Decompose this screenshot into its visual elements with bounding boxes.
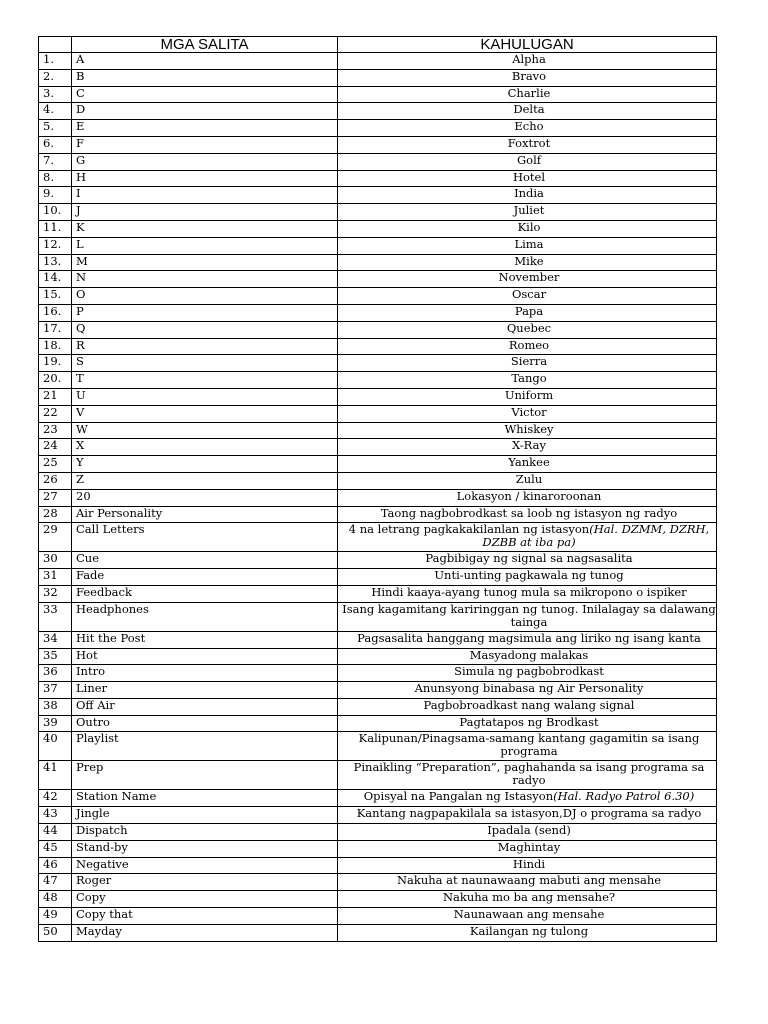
glossary-table (38, 36, 717, 942)
table-row (39, 761, 717, 790)
table-row (39, 338, 717, 355)
table-row (39, 631, 717, 648)
meaning-text: Kailangan ng tulong (469, 924, 589, 938)
row-word: B (72, 69, 338, 86)
meaning-text: Pagsasalita hanggang magsimula ang liriko ng isang kanta (357, 631, 701, 645)
row-word: F (72, 136, 338, 153)
row-number: 4. (39, 103, 72, 120)
row-number: 22 (39, 405, 72, 422)
row-number: 48 (39, 891, 72, 908)
meaning-text: Masyadong malakas (469, 648, 589, 662)
row-number: 5. (39, 120, 72, 137)
meaning-text: India (514, 186, 544, 201)
header-meaning: KAHULUGAN (338, 37, 717, 53)
row-word: D (72, 103, 338, 120)
row-word: V (72, 405, 338, 422)
row-number: 14. (39, 271, 72, 288)
meaning-text: Romeo (508, 338, 550, 352)
row-number: 41 (39, 761, 72, 790)
row-meaning (338, 891, 717, 908)
row-word: Stand-by (72, 840, 338, 857)
table-row (39, 304, 717, 321)
row-meaning (338, 439, 717, 456)
row-number: 11. (39, 220, 72, 237)
meaning-text: Pagbibigay ng signal sa nagsasalita (425, 551, 633, 566)
meaning-example: (Hal. DZMM, DZRH, DZBB at iba pa) (482, 522, 710, 550)
row-meaning (338, 665, 717, 682)
row-number: 43 (39, 807, 72, 824)
table-row (39, 355, 717, 372)
table-row (39, 648, 717, 665)
table-row (39, 874, 717, 891)
meaning-text: Lokasyon / kinaroroonan (456, 489, 602, 503)
row-meaning (338, 321, 717, 338)
row-word: Z (72, 472, 338, 489)
meaning-text: Opisyal na Pangalan ng Istasyon (363, 789, 554, 804)
row-meaning (338, 924, 717, 941)
row-meaning (338, 170, 717, 187)
row-meaning (338, 288, 717, 305)
meaning-text: Kilo (517, 220, 541, 234)
meaning-text: Charlie (507, 86, 551, 100)
meaning-text: November (498, 270, 560, 285)
row-word: G (72, 153, 338, 170)
row-word: Off Air (72, 698, 338, 715)
row-meaning (338, 355, 717, 372)
meaning-text: Victor (511, 405, 547, 419)
table-row (39, 857, 717, 874)
row-word: Hot (72, 648, 338, 665)
row-meaning (338, 602, 717, 631)
row-meaning (338, 372, 717, 389)
meaning-text: X-Ray (512, 438, 546, 453)
row-meaning (338, 682, 717, 699)
row-number: 35 (39, 648, 72, 665)
row-number: 40 (39, 732, 72, 761)
row-meaning (338, 472, 717, 489)
table-row (39, 790, 717, 807)
row-number: 23 (39, 422, 72, 439)
row-number: 20. (39, 372, 72, 389)
row-number: 50 (39, 924, 72, 941)
row-number: 3. (39, 86, 72, 103)
row-number: 7. (39, 153, 72, 170)
meaning-text: Yankee (508, 455, 550, 470)
meaning-text: Quebec (506, 321, 552, 335)
row-number: 42 (39, 790, 72, 807)
row-meaning (338, 388, 717, 405)
meaning-text: Echo (514, 119, 544, 134)
row-meaning (338, 506, 717, 523)
row-number: 39 (39, 715, 72, 732)
row-meaning (338, 631, 717, 648)
table-row (39, 924, 717, 941)
row-meaning (338, 715, 717, 732)
row-meaning (338, 422, 717, 439)
row-number: 19. (39, 355, 72, 372)
table-row (39, 321, 717, 338)
row-number: 10. (39, 204, 72, 221)
row-word: Roger (72, 874, 338, 891)
table-row (39, 552, 717, 569)
row-number: 44 (39, 824, 72, 841)
row-number: 17. (39, 321, 72, 338)
row-number: 21 (39, 388, 72, 405)
table-row (39, 698, 717, 715)
meaning-text: Uniform (504, 388, 554, 402)
meaning-example: (Hal. Radyo Patrol 6.30) (553, 789, 695, 804)
row-meaning (338, 807, 717, 824)
row-meaning (338, 405, 717, 422)
row-word: A (72, 53, 338, 70)
meaning-text: Papa (514, 304, 544, 318)
meaning-text: Golf (516, 153, 542, 167)
table-row (39, 136, 717, 153)
meaning-text: Sierra (510, 354, 548, 369)
row-number: 34 (39, 631, 72, 648)
table-row (39, 103, 717, 120)
meaning-text: Nakuha mo ba ang mensahe? (442, 890, 616, 905)
row-number: 46 (39, 857, 72, 874)
row-word: M (72, 254, 338, 271)
row-number: 6. (39, 136, 72, 153)
row-meaning (338, 237, 717, 254)
table-row (39, 372, 717, 389)
row-number: 27 (39, 489, 72, 506)
row-word: Negative (72, 857, 338, 874)
table-row (39, 732, 717, 761)
row-word: L (72, 237, 338, 254)
meaning-text: Maghintay (497, 840, 561, 854)
row-word: Copy that (72, 908, 338, 925)
row-word: O (72, 288, 338, 305)
row-word: Liner (72, 682, 338, 699)
row-number: 28 (39, 506, 72, 523)
row-number: 26 (39, 472, 72, 489)
row-meaning (338, 456, 717, 473)
row-word: Q (72, 321, 338, 338)
row-meaning (338, 271, 717, 288)
table-row (39, 237, 717, 254)
row-number: 13. (39, 254, 72, 271)
meaning-text: Kalipunan/Pinagsama-samang kantang gagamitin sa isang programa (358, 731, 700, 759)
row-number: 37 (39, 682, 72, 699)
row-word: R (72, 338, 338, 355)
table-row (39, 824, 717, 841)
row-meaning (338, 136, 717, 153)
row-word: Feedback (72, 585, 338, 602)
row-number: 29 (39, 523, 72, 552)
row-word: Mayday (72, 924, 338, 941)
row-number: 9. (39, 187, 72, 204)
row-meaning (338, 103, 717, 120)
row-meaning (338, 761, 717, 790)
meaning-text: Tango (511, 371, 547, 386)
meaning-text: Delta (513, 102, 545, 117)
row-word: Hit the Post (72, 631, 338, 648)
header-number (39, 37, 72, 53)
row-meaning (338, 120, 717, 137)
table-row (39, 472, 717, 489)
row-meaning (338, 153, 717, 170)
row-number: 12. (39, 237, 72, 254)
row-number: 2. (39, 69, 72, 86)
row-meaning (338, 585, 717, 602)
row-number: 1. (39, 53, 72, 70)
table-row (39, 665, 717, 682)
row-meaning (338, 698, 717, 715)
row-number: 49 (39, 908, 72, 925)
meaning-text: Alpha (512, 52, 546, 66)
row-word: C (72, 86, 338, 103)
row-word: Dispatch (72, 824, 338, 841)
meaning-text: Whiskey (504, 422, 554, 436)
row-meaning (338, 86, 717, 103)
row-word: S (72, 355, 338, 372)
row-number: 32 (39, 585, 72, 602)
meaning-text: Hindi kaaya-ayang tunog mula sa mikropono o ispiker (371, 585, 687, 599)
table-row (39, 456, 717, 473)
row-meaning (338, 523, 717, 552)
table-row (39, 86, 717, 103)
table-row (39, 489, 717, 506)
meaning-text: Lima (514, 237, 544, 251)
table-row (39, 288, 717, 305)
row-word: Headphones (72, 602, 338, 631)
row-number: 15. (39, 288, 72, 305)
row-meaning (338, 874, 717, 891)
row-word: E (72, 120, 338, 137)
row-word: Call Letters (72, 523, 338, 552)
table-row (39, 405, 717, 422)
meaning-text: Oscar (511, 287, 547, 302)
meaning-text: Hotel (512, 170, 546, 184)
table-row (39, 840, 717, 857)
row-number: 31 (39, 569, 72, 586)
row-word: 20 (72, 489, 338, 506)
row-word: Playlist (72, 732, 338, 761)
meaning-text: Kantang nagpapakilala sa istasyon,DJ o programa sa radyo (356, 806, 702, 821)
row-word: K (72, 220, 338, 237)
row-meaning (338, 338, 717, 355)
meaning-text: Zulu (515, 472, 543, 486)
table-row (39, 682, 717, 699)
meaning-text: Pagtatapos ng Brodkast (459, 715, 599, 729)
meaning-text: Anunsyong binabasa ng Air Personality (414, 681, 644, 696)
meaning-text: 4 na letrang pagkakakilanlan ng istasyon (348, 522, 590, 537)
row-word: Y (72, 456, 338, 473)
row-number: 47 (39, 874, 72, 891)
row-word: Air Personality (72, 506, 338, 523)
row-number: 45 (39, 840, 72, 857)
meaning-text: Mike (514, 254, 544, 268)
meaning-text: Nakuha at naunawaang mabuti ang mensahe (396, 873, 662, 888)
row-word: Intro (72, 665, 338, 682)
row-meaning (338, 304, 717, 321)
row-number: 24 (39, 439, 72, 456)
row-word: P (72, 304, 338, 321)
table-row (39, 69, 717, 86)
table-row (39, 715, 717, 732)
table-row (39, 585, 717, 602)
row-meaning (338, 69, 717, 86)
row-word: Station Name (72, 790, 338, 807)
row-number: 18. (39, 338, 72, 355)
row-word: Fade (72, 569, 338, 586)
meaning-text: Isang kagamitang kariringgan ng tunog. Inilalagay sa dalawang tainga (342, 602, 716, 629)
row-meaning (338, 204, 717, 221)
row-meaning (338, 552, 717, 569)
row-meaning (338, 53, 717, 70)
table-row (39, 53, 717, 70)
row-word: U (72, 388, 338, 405)
row-word: I (72, 187, 338, 204)
row-word: Cue (72, 552, 338, 569)
table-row (39, 388, 717, 405)
row-word: Outro (72, 715, 338, 732)
meaning-text: Unti-unting pagkawala ng tunog (434, 568, 624, 583)
row-word: Jingle (72, 807, 338, 824)
row-word: Prep (72, 761, 338, 790)
table-row (39, 422, 717, 439)
row-meaning (338, 824, 717, 841)
table-row (39, 506, 717, 523)
table-row (39, 170, 717, 187)
table-row (39, 153, 717, 170)
row-meaning (338, 254, 717, 271)
meaning-text: Foxtrot (507, 136, 551, 150)
header-word: MGA SALITA (72, 37, 338, 53)
row-word: H (72, 170, 338, 187)
meaning-text: Taong nagbobrodkast sa loob ng istasyon ng radyo (380, 506, 678, 520)
row-meaning (338, 569, 717, 586)
meaning-text: Naunawaan ang mensahe (453, 907, 605, 922)
row-number: 25 (39, 456, 72, 473)
table-row (39, 439, 717, 456)
row-meaning (338, 908, 717, 925)
row-word: Copy (72, 891, 338, 908)
table-row (39, 807, 717, 824)
row-number: 33 (39, 602, 72, 631)
table-row (39, 220, 717, 237)
row-meaning (338, 732, 717, 761)
meaning-text: Hindi (512, 857, 546, 871)
table-row (39, 523, 717, 552)
row-word: N (72, 271, 338, 288)
row-word: W (72, 422, 338, 439)
meaning-text: Simula ng pagbobrodkast (454, 664, 604, 679)
meaning-text: Juliet (513, 203, 545, 218)
row-number: 38 (39, 698, 72, 715)
table-header-row (39, 37, 717, 53)
table-row (39, 120, 717, 137)
row-meaning (338, 857, 717, 874)
meaning-text: Pinaikling “Preparation”, paghahanda sa isang programa sa radyo (353, 760, 705, 788)
row-meaning (338, 648, 717, 665)
table-row (39, 271, 717, 288)
table-body (39, 53, 717, 942)
table-row (39, 908, 717, 925)
meaning-text: Bravo (511, 69, 547, 83)
row-number: 36 (39, 665, 72, 682)
row-word: T (72, 372, 338, 389)
row-word: J (72, 204, 338, 221)
meaning-text: Ipadala (send) (487, 823, 571, 838)
row-meaning (338, 187, 717, 204)
row-meaning (338, 220, 717, 237)
table-row (39, 602, 717, 631)
row-meaning (338, 840, 717, 857)
table-row (39, 891, 717, 908)
table-row (39, 569, 717, 586)
row-meaning (338, 489, 717, 506)
table-row (39, 204, 717, 221)
row-meaning (338, 790, 717, 807)
meaning-text: Pagbobroadkast nang walang signal (423, 698, 635, 712)
row-number: 16. (39, 304, 72, 321)
row-number: 30 (39, 552, 72, 569)
row-word: X (72, 439, 338, 456)
table-row (39, 187, 717, 204)
row-number: 8. (39, 170, 72, 187)
table-row (39, 254, 717, 271)
